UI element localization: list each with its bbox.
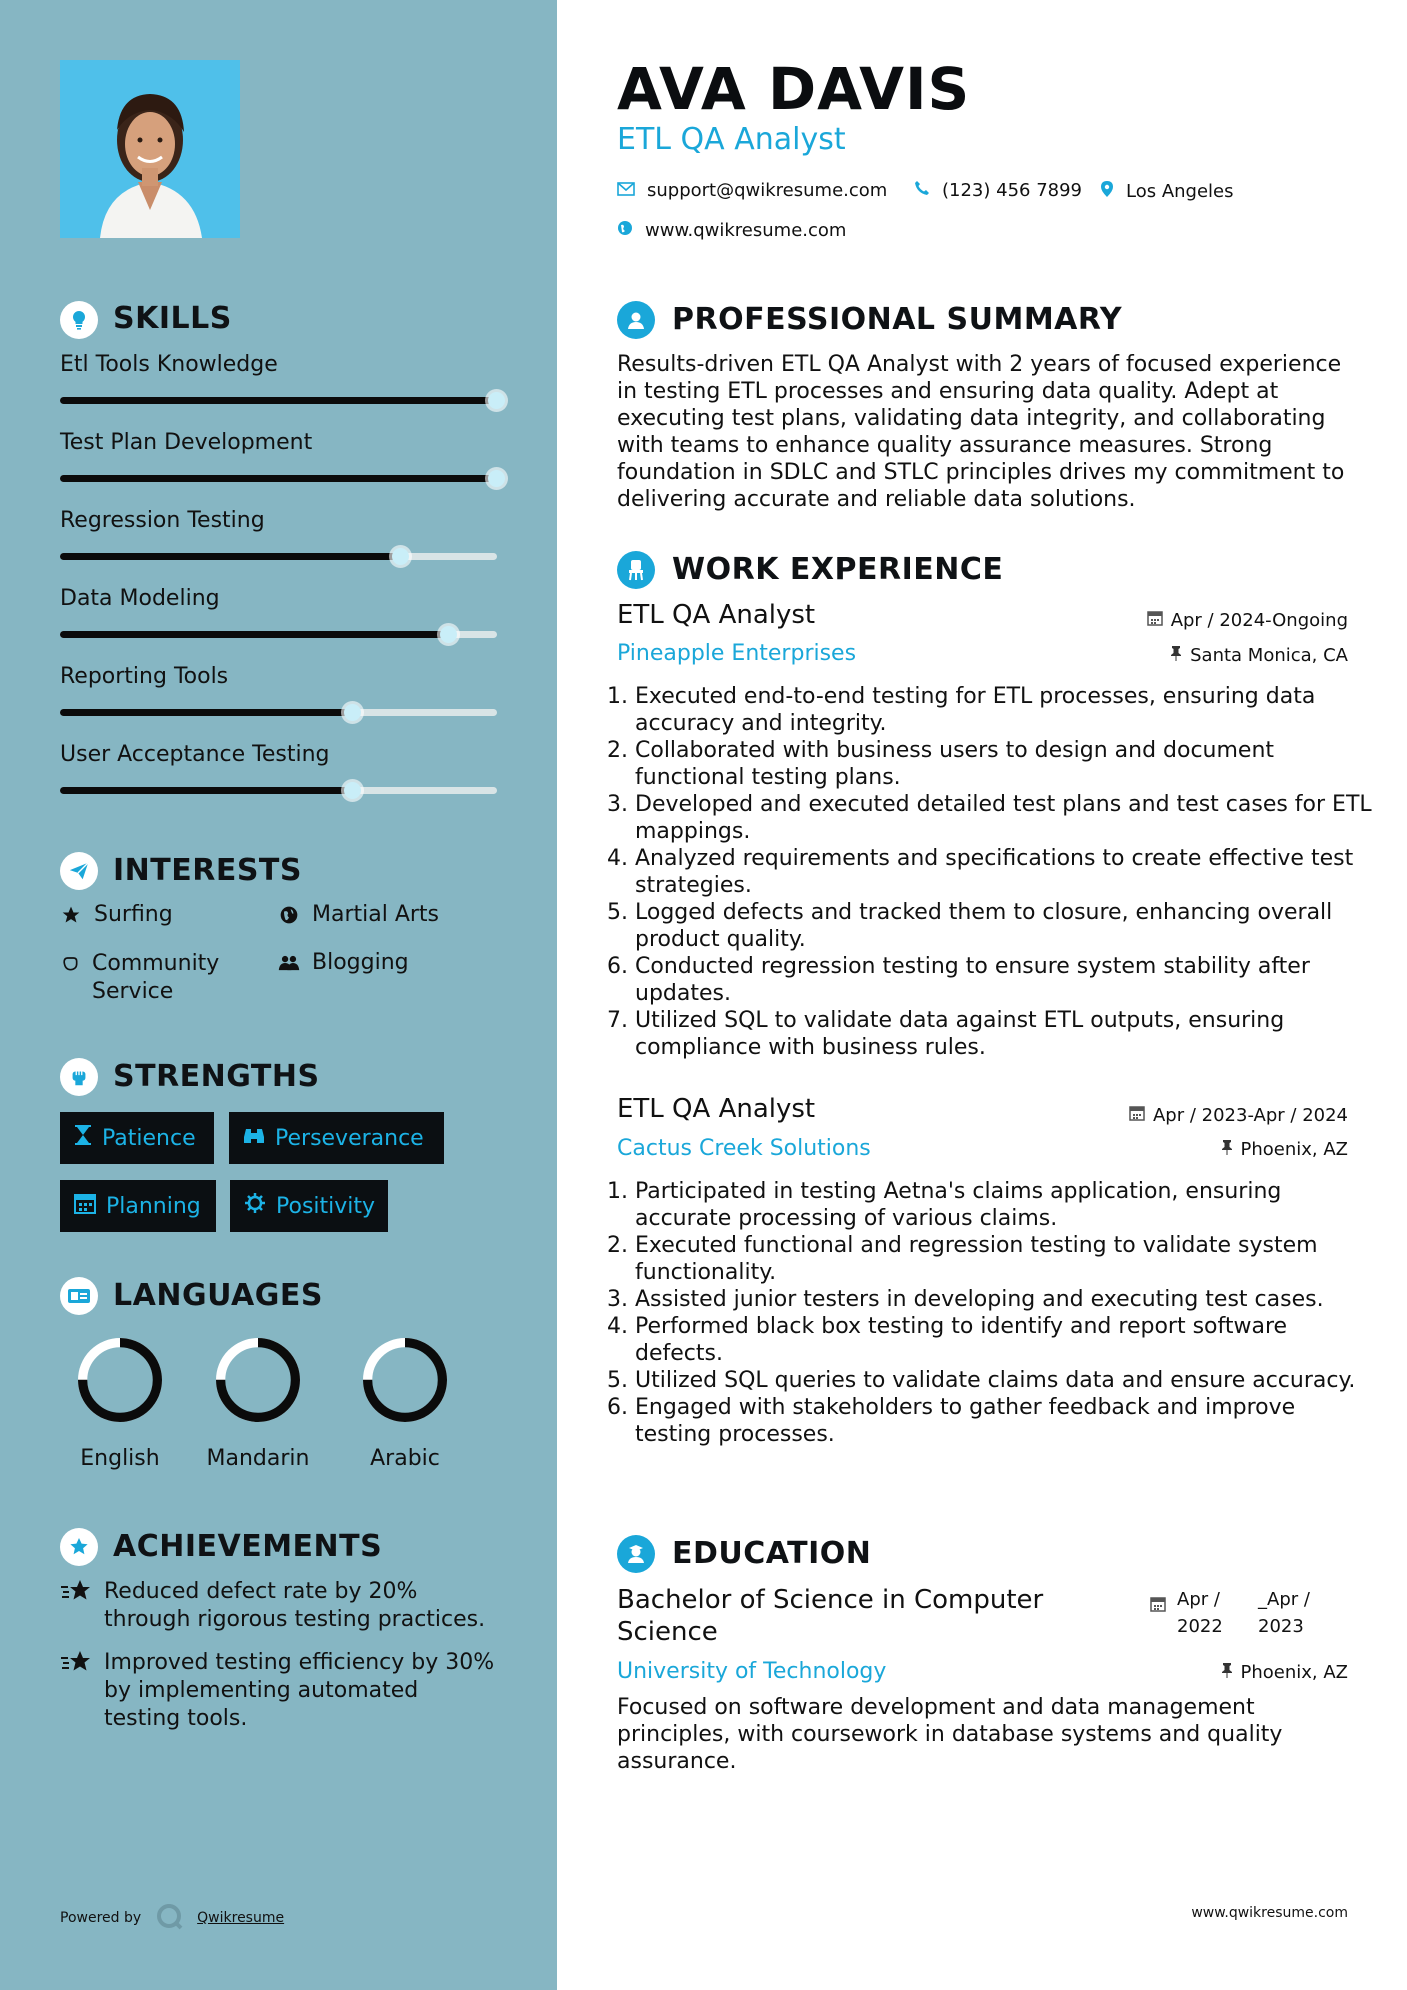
lightbulb-icon	[60, 301, 98, 339]
star-badge-icon	[60, 1578, 94, 1634]
job-bullets	[617, 683, 1375, 1061]
strength-label: Perseverance	[275, 1125, 424, 1151]
job-bullet: 3. Assisted junior testers in developing and executing test cases.	[635, 1286, 1375, 1313]
trophy-icon	[60, 1528, 98, 1566]
skill-bar	[60, 709, 497, 716]
powered-by	[60, 1902, 284, 1934]
achievements-heading: ACHIEVEMENTS	[113, 1529, 383, 1564]
job-location-text: Santa Monica, CA	[1190, 645, 1348, 666]
skill-bar-knob	[344, 704, 361, 721]
interest-label: Martial Arts	[312, 902, 440, 927]
contact-website	[617, 220, 846, 241]
strength-label: Positivity	[276, 1193, 376, 1219]
skill-label: Regression Testing	[60, 508, 265, 533]
degree-title: Bachelor of Science in Computer Science	[617, 1585, 1044, 1647]
users-icon	[278, 950, 300, 973]
job-title: ETL QA Analyst	[617, 1094, 816, 1124]
job-bullet: 1. Participated in testing Aetna's claims application, ensuring accurate processing of various claims.	[635, 1178, 1375, 1232]
job-dates-text: Apr / 2024-Ongoing	[1170, 610, 1348, 631]
pushpin-icon	[1221, 1662, 1233, 1683]
user-circle-icon	[617, 301, 655, 339]
language-ring	[360, 1335, 450, 1425]
interest-item	[278, 950, 409, 975]
education-location-text: Phoenix, AZ	[1240, 1662, 1348, 1683]
company-name: Pineapple Enterprises	[617, 641, 857, 666]
skill-label: Etl Tools Knowledge	[60, 352, 278, 377]
job-bullets	[617, 1178, 1375, 1448]
skills-heading: SKILLS	[113, 301, 232, 336]
job-bullet: 3. Developed and executed detailed test plans and test cases for ETL mappings.	[635, 791, 1375, 845]
skill-bar-knob	[488, 470, 505, 487]
star-badge-icon	[60, 1649, 94, 1733]
phone-icon	[914, 180, 930, 201]
interest-label: Community Service	[92, 951, 220, 1004]
calendar-icon	[1150, 1596, 1166, 1616]
job-bullet: 2. Executed functional and regression testing to validate system functionality.	[635, 1232, 1375, 1286]
binoculars-icon	[243, 1125, 265, 1151]
pushpin-icon	[1170, 645, 1182, 666]
calendar-icon	[74, 1192, 96, 1220]
achievement-item	[60, 1649, 500, 1733]
job-location	[1221, 1139, 1349, 1160]
qwikresume-link[interactable]: Qwikresume	[197, 1910, 285, 1926]
globe-icon	[278, 902, 300, 925]
skill-bar-knob	[440, 626, 457, 643]
strength-label: Patience	[102, 1125, 196, 1151]
location-text: Los Angeles	[1126, 181, 1234, 202]
job-dates	[1147, 610, 1348, 631]
job-bullet: 1. Executed end-to-end testing for ETL processes, ensuring data accuracy and integrity.	[635, 683, 1375, 737]
achievement-text: Improved testing efficiency by 30% by implementing automated testing tools.	[104, 1650, 495, 1731]
strength-tag	[230, 1180, 388, 1232]
skill-bar-knob	[488, 392, 505, 409]
globe-icon	[617, 220, 633, 241]
calendar-icon	[1129, 1105, 1145, 1126]
id-card-icon	[60, 1277, 98, 1315]
interest-label: Blogging	[312, 950, 409, 975]
powered-by-label: Powered by	[60, 1910, 142, 1926]
language-ring-inner	[226, 1348, 290, 1412]
fist-icon	[60, 1058, 98, 1096]
skill-bar-fill	[60, 787, 353, 794]
skill-bar-fill	[60, 709, 353, 716]
job-bullet: 2. Collaborated with business users to design and document functional testing plans.	[635, 737, 1375, 791]
education-end: _Apr / 2023	[1258, 1589, 1310, 1637]
skill-bar	[60, 397, 497, 404]
experience-heading: WORK EXPERIENCE	[672, 552, 1004, 587]
star-icon	[60, 902, 82, 925]
skill-label: Data Modeling	[60, 586, 220, 611]
job-location	[1170, 645, 1348, 666]
school-name: University of Technology	[617, 1659, 887, 1684]
language-label: Arabic	[370, 1446, 440, 1471]
job-location-text: Phoenix, AZ	[1240, 1139, 1348, 1160]
language-ring-inner	[373, 1348, 437, 1412]
job-bullet: 7. Utilized SQL to validate data against ETL outputs, ensuring compliance with business rules.	[635, 1007, 1375, 1061]
achievement-text: Reduced defect rate by 20% through rigorous testing practices.	[104, 1579, 486, 1632]
skill-bar-fill	[60, 397, 497, 404]
job-dates	[1129, 1105, 1348, 1126]
company-name: Cactus Creek Solutions	[617, 1136, 871, 1161]
job-bullet: 5. Logged defects and tracked them to closure, enhancing overall product quality.	[635, 899, 1375, 953]
education-location	[1221, 1662, 1349, 1683]
language-label: Mandarin	[206, 1446, 310, 1471]
skill-bar-fill	[60, 475, 497, 482]
job-bullet: 4. Performed black box testing to identify and report software defects.	[635, 1313, 1375, 1367]
hourglass-icon	[74, 1124, 92, 1152]
qwikresume-logo-icon	[155, 1902, 183, 1934]
strengths-heading: STRENGTHS	[113, 1059, 320, 1094]
website-link[interactable]: www.qwikresume.com	[645, 220, 847, 241]
skill-bar	[60, 631, 497, 638]
profile-photo	[60, 60, 240, 238]
job-bullet: 5. Utilized SQL queries to validate claims data and ensure accuracy.	[635, 1367, 1375, 1394]
skill-bar	[60, 475, 497, 482]
interest-item	[60, 950, 250, 1006]
job-bullet: 6. Conducted regression testing to ensure system stability after updates.	[635, 953, 1375, 1007]
skill-bar	[60, 787, 497, 794]
contact-phone	[914, 180, 1082, 201]
calendar-icon	[1147, 610, 1163, 631]
interest-item	[278, 902, 439, 927]
contact-location	[1100, 180, 1234, 203]
language-ring	[213, 1335, 303, 1425]
skill-bar-fill	[60, 553, 401, 560]
strength-tag	[60, 1112, 214, 1164]
map-pin-icon	[1100, 180, 1114, 203]
envelope-icon	[617, 180, 635, 201]
language-ring	[75, 1335, 165, 1425]
interests-heading: INTERESTS	[113, 853, 302, 888]
skill-bar-knob	[392, 548, 409, 565]
strength-label: Planning	[106, 1193, 201, 1219]
job-bullet: 6. Engaged with stakeholders to gather feedback and improve testing processes.	[635, 1394, 1375, 1448]
phone-text: (123) 456 7899	[942, 180, 1083, 201]
interest-label: Surfing	[94, 902, 173, 927]
email-link[interactable]: support@qwikresume.com	[647, 180, 888, 201]
job-dates-text: Apr / 2023-Apr / 2024	[1152, 1105, 1348, 1126]
skill-bar-knob	[344, 782, 361, 799]
hand-icon	[60, 950, 80, 973]
achievement-item	[60, 1578, 500, 1634]
language-label: English	[80, 1446, 160, 1471]
skill-bar	[60, 553, 497, 560]
paper-plane-icon	[60, 852, 98, 890]
skill-label: Test Plan Development	[60, 430, 313, 455]
candidate-title: ETL QA Analyst	[617, 122, 846, 157]
skill-label: Reporting Tools	[60, 664, 229, 689]
language-ring-inner	[88, 1348, 152, 1412]
summary-heading: PROFESSIONAL SUMMARY	[672, 302, 1123, 337]
job-title: ETL QA Analyst	[617, 600, 816, 630]
languages-heading: LANGUAGES	[113, 1278, 323, 1313]
footer-website[interactable]: www.qwikresume.com	[1191, 1905, 1348, 1921]
skill-bar-fill	[60, 631, 449, 638]
skill-label: User Acceptance Testing	[60, 742, 330, 767]
candidate-name: AVA DAVIS	[617, 55, 971, 123]
job-bullet: 4. Analyzed requirements and specifications to create effective test strategies.	[635, 845, 1375, 899]
education-heading: EDUCATION	[672, 1536, 872, 1571]
strength-tag	[60, 1180, 216, 1232]
education-description: Focused on software development and data management principles, with coursework in database systems and quality assurance.	[617, 1695, 1283, 1774]
gear-icon	[244, 1192, 266, 1220]
contact-email	[617, 180, 887, 201]
summary-text: Results-driven ETL QA Analyst with 2 years of focused experience in testing ETL processes and ensuring data quality. Adept at executing test plans, validating data integrity, and collaborating with teams to enhance quality assurance measures. Strong foundation in SDLC and STLC principles drives my commitment to delivering accurate and reliable data solutions.	[617, 352, 1345, 512]
education-start: Apr / 2022	[1177, 1589, 1223, 1637]
graduate-icon	[617, 1535, 655, 1573]
chair-icon	[617, 551, 655, 589]
interest-item	[60, 902, 173, 927]
pushpin-icon	[1221, 1139, 1233, 1160]
strength-tag	[229, 1112, 444, 1164]
